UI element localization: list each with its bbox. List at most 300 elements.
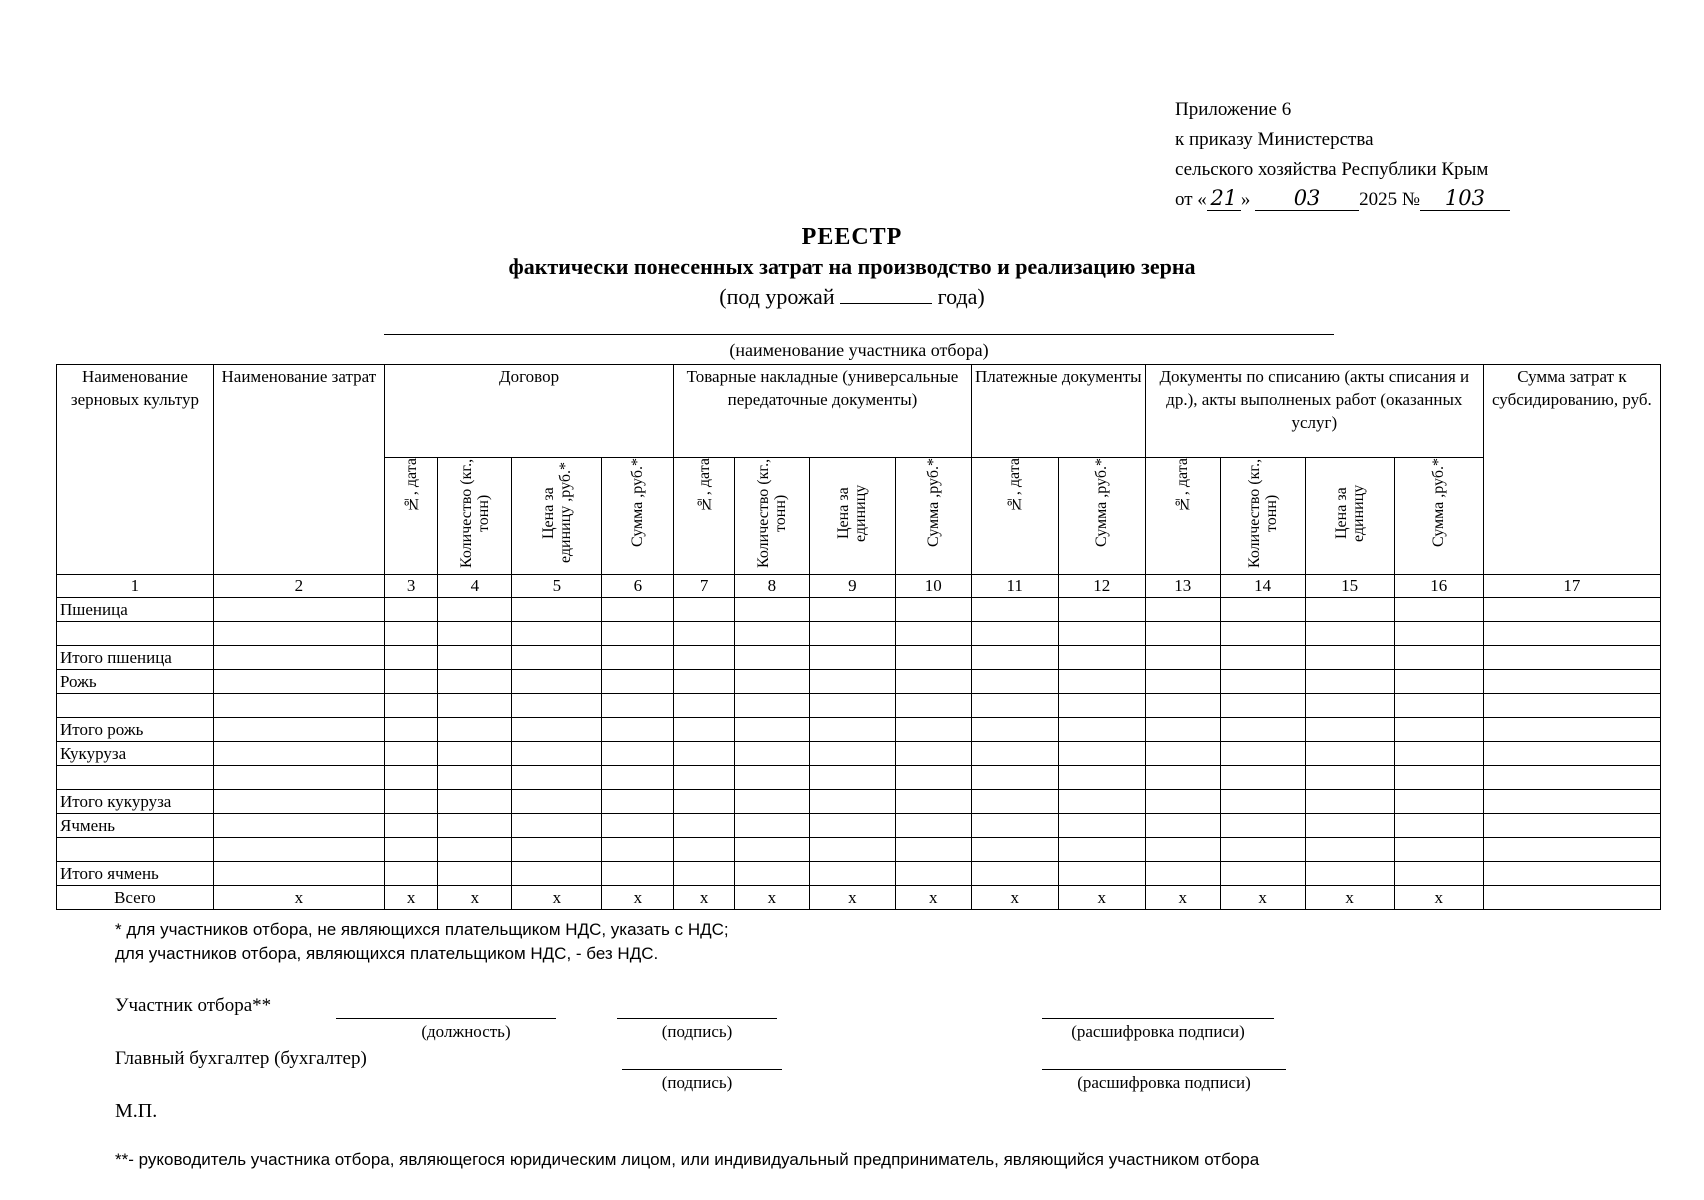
table-row [57,838,1661,862]
table-cell [1058,598,1145,622]
table-cell [602,622,674,646]
total-cell: х [1058,886,1145,910]
header-invoices: Товарные накладные (универсальные передаточные документы) [674,365,971,458]
table-cell [1058,646,1145,670]
table-cell [213,670,384,694]
table-cell [1483,838,1660,862]
subtotal-label: Итого рожь [57,718,214,742]
table-cell [1483,814,1660,838]
table-cell [1305,718,1394,742]
table-cell [213,766,384,790]
table-cell [1483,694,1660,718]
table-row [57,742,1661,766]
table-cell [602,598,674,622]
table-cell [1145,742,1220,766]
table-cell [1058,670,1145,694]
total-cell: х [1394,886,1483,910]
table-row [57,862,1661,886]
table-cell [1394,814,1483,838]
table-cell [1220,838,1305,862]
column-number-cell: 9 [809,575,895,598]
subheader-c13-text: №, дата [1174,458,1192,513]
subheader-c9 [809,458,895,575]
table-cell [895,670,971,694]
registry-body [57,575,1661,910]
subheader-c8 [734,458,809,575]
table-cell [1220,790,1305,814]
table-cell [734,790,809,814]
column-number-cell: 16 [1394,575,1483,598]
table-cell [602,838,674,862]
table-cell [1220,814,1305,838]
table-cell [1394,790,1483,814]
subheader-c6 [602,458,674,575]
subheader-c6-text: Сумма ,руб.* [629,458,647,548]
table-row [57,814,1661,838]
table-cell [1220,598,1305,622]
table-cell [1305,670,1394,694]
table-cell [1058,694,1145,718]
table-cell [1145,670,1220,694]
table-cell [734,838,809,862]
table-cell [971,814,1058,838]
table-cell [1394,838,1483,862]
table-cell [438,622,512,646]
crop-label [57,622,214,646]
table-cell [674,718,735,742]
date-day: 21 [1207,186,1241,211]
table-cell [213,838,384,862]
table-cell [895,598,971,622]
harvest-prefix: (под урожай [719,284,835,309]
table-cell [734,814,809,838]
total-cell: х [438,886,512,910]
total-label: Всего [57,886,214,910]
table-cell [512,670,602,694]
table-cell [895,646,971,670]
harvest-line [0,282,1704,312]
table-cell [1394,646,1483,670]
subheader-c7-text: №, дата [695,458,713,513]
table-cell [512,718,602,742]
document-subtitle: фактически понесенных затрат на производство и реализацию зерна [508,254,1196,279]
number-prefix: № [1401,189,1420,210]
table-row [57,646,1661,670]
table-cell [674,838,735,862]
harvest-year-blank [840,285,932,304]
table-row [57,766,1661,790]
table-cell [674,646,735,670]
order-number: 103 [1420,186,1510,211]
table-cell [384,694,438,718]
table-cell [512,838,602,862]
table-cell [971,598,1058,622]
table-row [57,622,1661,646]
table-cell [384,862,438,886]
table-cell [1145,838,1220,862]
crop-label [57,838,214,862]
table-cell [1483,790,1660,814]
table-cell [809,862,895,886]
decoding-line-2 [1042,1069,1286,1070]
table-cell [384,670,438,694]
table-cell [213,598,384,622]
table-cell [1145,598,1220,622]
table-cell [602,742,674,766]
signature-line-2 [622,1069,782,1070]
table-cell [1305,790,1394,814]
crop-label: Рожь [57,670,214,694]
participant-signature-label: Участник отбора** [115,995,272,1016]
table-cell [1305,694,1394,718]
column-number-cell: 11 [971,575,1058,598]
table-cell [734,766,809,790]
table-cell [971,862,1058,886]
subheader-c12-text: Сумма ,руб.* [1093,458,1111,548]
table-cell [809,742,895,766]
table-cell [971,718,1058,742]
table-cell [674,670,735,694]
table-cell [971,622,1058,646]
table-cell [895,622,971,646]
table-cell [602,766,674,790]
total-cell: х [674,886,735,910]
crop-label: Ячмень [57,814,214,838]
subheader-c14-text: Количество (кг., тонн) [1245,458,1280,568]
table-row [57,790,1661,814]
table-cell [438,862,512,886]
table-cell [512,598,602,622]
table-cell [213,790,384,814]
total-cell: х [971,886,1058,910]
column-number-cell: 3 [384,575,438,598]
header-cost: Наименование затрат [213,365,384,575]
date-year: 2025 [1359,189,1398,210]
table-cell [971,670,1058,694]
table-cell [1220,862,1305,886]
table-cell [895,718,971,742]
table-cell [512,814,602,838]
vat-footnote-line-2: для участников отбора, являющихся плательщиком НДС, - без НДС. [115,944,659,963]
table-cell [1394,598,1483,622]
table-cell [1220,622,1305,646]
position-caption: (должность) [421,1022,511,1041]
subheader-c9-text: Цена за единицу [835,484,870,542]
subheader-c3-text: №, дата [402,458,420,513]
table-cell [809,790,895,814]
table-cell [1058,790,1145,814]
appendix-line-2: к приказу Министерства [1175,129,1374,150]
table-cell [1058,766,1145,790]
table-cell [1394,622,1483,646]
total-cell: х [1305,886,1394,910]
document-titles [0,222,1704,312]
table-cell [1058,622,1145,646]
header-contract: Договор [384,365,673,458]
column-number-cell: 2 [213,575,384,598]
table-cell [734,622,809,646]
table-cell [438,646,512,670]
column-number-row [57,575,1661,598]
subheader-c7 [674,458,735,575]
subheader-c5-text: Цена за единицу ,руб.* [539,462,574,564]
table-cell [384,814,438,838]
table-cell [384,622,438,646]
total-cell: х [384,886,438,910]
table-cell [674,814,735,838]
decoding-caption-2: (расшифровка подписи) [1077,1073,1251,1092]
subtotal-label: Итого пшеница [57,646,214,670]
table-cell [1220,670,1305,694]
table-cell [734,862,809,886]
crop-label: Кукуруза [57,742,214,766]
table-cell [971,838,1058,862]
table-cell [809,694,895,718]
subheader-c4 [438,458,512,575]
column-number-cell: 13 [1145,575,1220,598]
table-cell [602,814,674,838]
harvest-suffix: года) [937,284,985,309]
column-number-cell: 10 [895,575,971,598]
table-cell [809,718,895,742]
total-cell: х [1220,886,1305,910]
table-cell [1145,694,1220,718]
header-payments: Платежные документы [971,365,1145,458]
table-cell [438,718,512,742]
table-cell [674,622,735,646]
total-cell: х [1145,886,1220,910]
table-cell [213,718,384,742]
table-cell [971,766,1058,790]
crop-label [57,694,214,718]
table-cell [809,622,895,646]
table-cell [512,790,602,814]
table-cell [1145,766,1220,790]
subheader-c16-text: Сумма ,руб.* [1430,458,1448,548]
total-row [57,886,1661,910]
table-cell [1145,862,1220,886]
table-cell [1220,742,1305,766]
participant-caption: (наименование участника отбора) [729,340,989,360]
decoding-line-1 [1042,1018,1274,1019]
table-row [57,718,1661,742]
table-cell [602,646,674,670]
table-cell [1305,838,1394,862]
date-month: 03 [1255,186,1359,211]
subheader-c11 [971,458,1058,575]
table-cell [1394,742,1483,766]
table-cell [438,838,512,862]
table-cell [674,742,735,766]
table-cell [1145,646,1220,670]
document-title: РЕЕСТР [801,224,903,250]
table-cell [512,694,602,718]
table-cell [1145,622,1220,646]
total-cell: х [512,886,602,910]
table-cell [895,742,971,766]
column-number-cell: 17 [1483,575,1660,598]
position-line [336,1018,556,1019]
appendix-line-3: сельского хозяйства Республики Крым [1175,159,1489,180]
subheader-c12 [1058,458,1145,575]
table-cell [512,646,602,670]
column-number-cell: 8 [734,575,809,598]
table-cell [438,766,512,790]
table-cell [1394,694,1483,718]
table-cell [674,694,735,718]
table-cell [1305,598,1394,622]
table-cell [384,838,438,862]
table-cell [895,838,971,862]
header-crop: Наименование зерновых культур [57,365,214,575]
subheader-c10 [895,458,971,575]
subheader-c15-text: Цена за единицу [1332,484,1367,542]
subheader-c10-text: Сумма ,руб.* [924,458,942,548]
subtotal-label: Итого кукуруза [57,790,214,814]
decoding-caption-1: (расшифровка подписи) [1071,1022,1245,1041]
table-cell [1483,766,1660,790]
table-cell [438,814,512,838]
total-cell: х [895,886,971,910]
subheader-c11-text: №, дата [1006,458,1024,513]
table-cell [734,646,809,670]
table-cell [809,766,895,790]
column-number-cell: 5 [512,575,602,598]
table-cell [809,670,895,694]
table-cell [438,670,512,694]
column-number-cell: 12 [1058,575,1145,598]
table-cell [1058,718,1145,742]
total-cell [1483,886,1660,910]
table-cell [734,598,809,622]
header-row-top [57,365,1661,458]
table-cell [1483,718,1660,742]
table-cell [438,598,512,622]
table-cell [1220,766,1305,790]
appendix-line-1: Приложение 6 [1175,99,1292,120]
table-cell [1305,862,1394,886]
participant-name-line [384,334,1334,335]
table-cell [895,790,971,814]
subheader-c14 [1220,458,1305,575]
table-cell [1305,814,1394,838]
signature-caption-1: (подпись) [661,1022,733,1041]
table-cell [1483,742,1660,766]
table-cell [384,598,438,622]
table-cell [1145,790,1220,814]
table-cell [438,742,512,766]
table-cell [674,862,735,886]
table-cell [1058,742,1145,766]
subheader-c16 [1394,458,1483,575]
table-cell [971,790,1058,814]
table-cell [734,670,809,694]
subtotal-label: Итого ячмень [57,862,214,886]
total-cell: х [734,886,809,910]
table-cell [213,622,384,646]
table-cell [384,742,438,766]
table-cell [384,790,438,814]
table-cell [384,766,438,790]
table-cell [512,742,602,766]
participant-footnote: **- руководитель участника отбора, являющегося юридическим лицом, или индивидуальный предприниматель, являющийся участником отбора [115,1150,1260,1169]
table-row [57,694,1661,718]
table-cell [895,862,971,886]
table-cell [1145,718,1220,742]
table-cell [674,790,735,814]
table-cell [213,814,384,838]
table-cell [384,718,438,742]
registry-table [56,364,1661,910]
date-prefix: от « [1175,189,1207,210]
table-cell [1305,646,1394,670]
table-cell [602,670,674,694]
subheader-c3 [384,458,438,575]
table-cell [384,646,438,670]
table-cell [438,790,512,814]
table-cell [809,646,895,670]
table-cell [1483,622,1660,646]
table-row [57,670,1661,694]
table-cell [512,766,602,790]
table-cell [1058,814,1145,838]
table-cell [1394,862,1483,886]
date-mid: » [1240,189,1251,210]
total-cell: х [213,886,384,910]
table-cell [971,694,1058,718]
table-cell [734,694,809,718]
subheader-c15 [1305,458,1394,575]
table-cell [1483,670,1660,694]
table-cell [213,742,384,766]
table-cell [512,622,602,646]
header-writeoff: Документы по списанию (акты списания и др.), акты выполненых работ (оказанных услуг) [1145,365,1483,458]
table-cell [895,694,971,718]
column-number-cell: 4 [438,575,512,598]
appendix-header [1175,95,1510,215]
stamp-placeholder: М.П. [115,1100,158,1122]
table-cell [213,694,384,718]
table-cell [1305,742,1394,766]
table-cell [1220,694,1305,718]
table-cell [602,862,674,886]
header-sum: Сумма затрат к субсидированию, руб. [1483,365,1660,575]
accountant-signature-label: Главный бухгалтер (бухгалтер) [115,1048,367,1069]
table-cell [438,694,512,718]
column-number-cell: 15 [1305,575,1394,598]
table-cell [602,790,674,814]
table-cell [1394,670,1483,694]
table-cell [809,598,895,622]
signature-caption-2: (подпись) [661,1073,733,1092]
column-number-cell: 6 [602,575,674,598]
table-cell [602,718,674,742]
table-cell [1394,766,1483,790]
table-cell [1220,646,1305,670]
table-cell [602,694,674,718]
crop-label [57,766,214,790]
column-number-cell: 1 [57,575,214,598]
vat-footnote [115,918,729,966]
appendix-date-line [1175,185,1510,215]
table-cell [1220,718,1305,742]
table-row [57,598,1661,622]
table-cell [1145,814,1220,838]
table-cell [674,766,735,790]
vat-footnote-line-1: * для участников отбора, не являющихся плательщиком НДС, указать с НДС; [115,920,729,939]
table-cell [1394,718,1483,742]
table-cell [734,718,809,742]
